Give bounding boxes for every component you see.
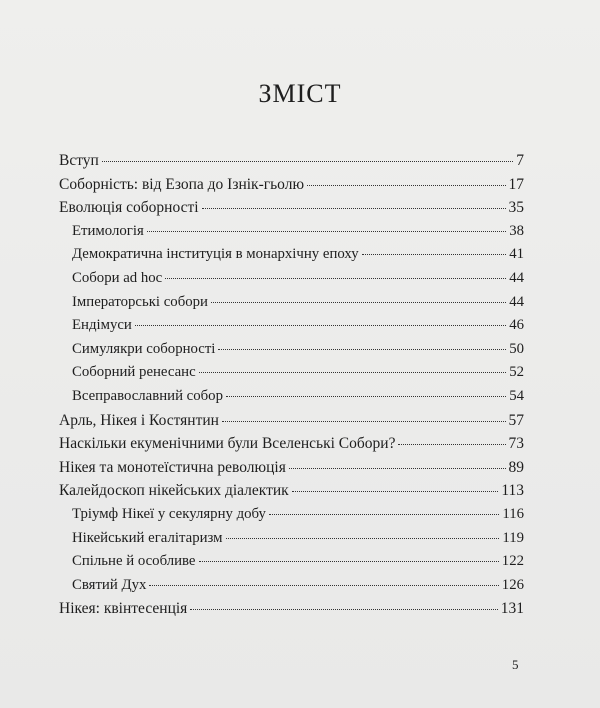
page-number: 5 [512,657,519,672]
toc-entry-page: 35 [508,199,524,217]
toc-entry-page: 54 [509,387,524,404]
toc-entry [59,577,524,601]
toc-entry-page: 46 [509,317,524,334]
toc-entry [59,317,524,341]
dot-leader [190,609,497,610]
dot-leader [147,231,506,232]
dot-leader [165,278,506,279]
toc-entry-title: Ендімуси [72,317,132,334]
toc-entry-title: Імператорські собори [72,293,208,310]
toc-entry-page: 119 [502,529,524,546]
toc-entry-title: Калейдоскоп нікейських діалектик [59,482,289,500]
toc-entry-title: Еволюція соборності [59,199,199,217]
toc-entry [59,341,524,365]
dot-leader [226,396,506,397]
toc-entry [59,152,524,176]
dot-leader [102,161,513,162]
toc-entry-title: Арль, Нікея і Костянтин [59,411,219,429]
dot-leader [362,254,507,255]
toc-entry-page: 52 [509,364,524,381]
toc-entry-page: 73 [508,435,524,453]
toc-entry-page: 131 [500,600,524,618]
dot-leader [398,444,505,445]
toc-entry-title: Демократична інституція в монархічну епоху [72,246,359,263]
dot-leader [149,585,498,586]
toc-entry-page: 113 [501,482,524,500]
toc-entry-title: Вступ [59,152,99,169]
toc-entry-title: Святий Дух [72,576,147,593]
toc-entry [59,412,524,436]
toc-entry-title: Етимологія [72,222,144,239]
toc-entry-title: Собори ad hoc [72,269,163,286]
toc-entry [59,270,524,294]
toc-entry-title: Нікея та монотеїстична революція [59,458,286,476]
toc-entry-page: 44 [509,293,524,310]
toc-entry-page: 17 [508,175,524,193]
dot-leader [222,421,506,422]
toc-entry-page: 116 [502,505,524,522]
dot-leader [218,349,506,350]
toc-entry [59,435,524,459]
table-of-contents [59,152,524,624]
toc-entry-title: Симулякри соборності [72,340,216,357]
toc-entry-page: 44 [509,269,524,286]
toc-entry-page: 7 [516,152,524,169]
toc-entry [59,294,524,318]
toc-entry [59,176,524,200]
dot-leader [307,185,505,186]
dot-leader [135,325,506,326]
toc-entry [59,199,524,223]
toc-entry [59,459,524,483]
toc-entry-page: 122 [501,553,524,570]
toc-entry-page: 89 [508,458,524,476]
toc-entry [59,482,524,506]
toc-entry-title: Соборність: від Езопа до Ізнік-гьолю [59,175,305,193]
toc-entry-page: 57 [508,411,524,429]
dot-leader [211,302,506,303]
toc-entry [59,600,524,624]
toc-entry-title: Наскільки екуменічними були Вселенські Собори? [59,435,396,453]
toc-entry-page: 50 [509,340,524,357]
page-title: ЗМІСТ [258,79,342,108]
toc-entry-title: Спільне й особливе [72,553,196,570]
toc-entry [59,223,524,247]
toc-entry [59,530,524,554]
toc-entry [59,246,524,270]
toc-entry-title: Соборний ренесанс [72,364,196,381]
dot-leader [199,372,507,373]
dot-leader [269,514,499,515]
dot-leader [199,561,499,562]
toc-entry [59,553,524,577]
toc-entry-page: 126 [501,576,524,593]
dot-leader [202,208,506,209]
dot-leader [292,491,499,492]
toc-entry-title: Нікейський егалітаризм [72,529,223,546]
toc-entry [59,506,524,530]
toc-entry [59,364,524,388]
toc-entry-title: Всеправославний собор [72,387,223,404]
toc-entry-title: Тріумф Нікеї у секулярну добу [72,505,266,522]
toc-entry-page: 38 [509,222,524,239]
dot-leader [226,538,500,539]
toc-entry-page: 41 [509,246,524,263]
dot-leader [289,468,506,469]
toc-entry [59,388,524,412]
toc-entry-title: Нікея: квінтесенція [59,600,188,618]
